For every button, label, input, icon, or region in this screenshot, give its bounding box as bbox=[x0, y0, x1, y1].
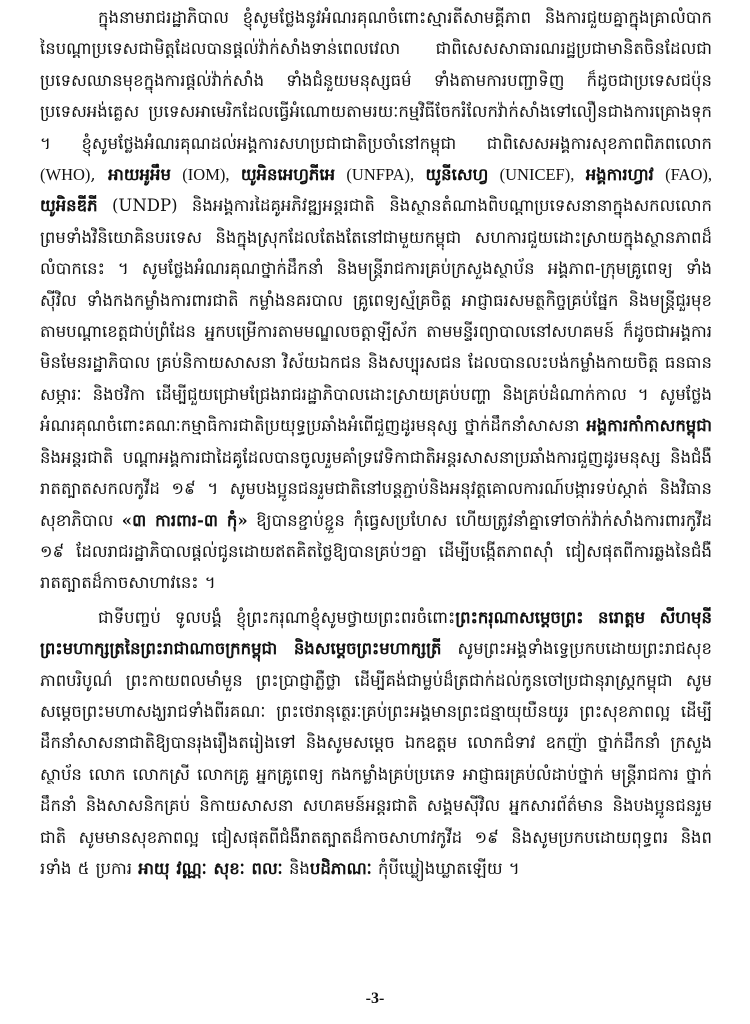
bold-text-segment: អាយុ វណ្ណៈ សុខៈ ពលៈ bbox=[138, 858, 283, 878]
text-segment: និង bbox=[282, 858, 310, 878]
bold-text-segment: យូនីសេហ្វ bbox=[425, 165, 489, 185]
page-number: -3- bbox=[365, 990, 385, 1007]
text-segment: (WHO) bbox=[40, 165, 91, 185]
text-segment: (IOM), bbox=[170, 165, 241, 185]
text-segment: ឱ្យបានខ្ជាប់ខ្ជួន កុំធ្វេសប្រហែស ហើយត្រូវនាំគ្នាទៅចាក់វ៉ាក់សាំងការពារកូវីដ ១៩ ដែលរាជរដ្ឋាភិបាលផ្តល់ជូនដោយឥតគិតថ្លៃឱ្យបានគ្រប់ៗគ្នា ដើម្បីបង្កើតភាពស៊ាំ ជៀសផុតពីការឆ្លងនៃជំងឺរាតត្បាតដ៏កាចសាហាវនេះ ។ bbox=[40, 510, 713, 593]
paragraph-blessings bbox=[40, 602, 712, 885]
text-segment: កុំបីឃ្លៀងឃ្លាតឡើយ ។ bbox=[371, 858, 520, 878]
bold-text-segment: អង្គការហ្វាវ bbox=[585, 165, 654, 185]
paragraph-acknowledgements bbox=[40, 2, 712, 599]
bold-text-segment: យូអិនឌីភី bbox=[40, 196, 98, 216]
text-segment: (UNFPA), bbox=[335, 165, 426, 185]
text-segment: ក្នុងនាមរាជរដ្ឋាភិបាល ខ្ញុំសូមថ្លែងនូវអំណរគុណចំពោះស្មារតីសាមគ្គីភាព និងការជួយគ្នាក្នុងគ្រាលំបាក នៃបណ្តាប្រទេសជាមិត្តដែលបានផ្តល់វ៉ាក់សាំងទាន់ពេលវេលា ជាពិសេសសាធារណរដ្ឋប្រជាមានិតចិនដែលជាប្រទេសឈានមុខក្នុងការផ្តល់វ៉ាក់សាំង ទាំងជំនួយមនុស្សធម៌ ទាំងតាមការបញ្ជាទិញ ក៏ដូចជាប្រទេសជប៉ុន ប្រទេសអង់គ្លេស ប្រទេសអាមេរិកដែលធ្វើអំណោយតាមរយៈកម្មវិធីចែករំលែកវ៉ាក់សាំងទៅលឿនជាងការគ្រោងទុក ។ ខ្ញុំសូមថ្លែងអំណរគុណដល់អង្គការសហប្រជាជាតិប្រចាំនៅកម្ពុជា ជាពិសេសអង្គការសុខភាពពិភពលោក bbox=[40, 8, 712, 153]
bold-text-segment: អាយអូអឹម bbox=[108, 165, 171, 185]
text-segment: ជាទីបញ្ចប់ ទូលបង្គំ ខ្ញុំព្រះករុណាខ្ញុំសូមថ្វាយព្រះពរចំពោះ bbox=[98, 607, 456, 627]
text-segment: សូមព្រះអង្គទាំងទ្វេប្រកបដោយព្រះរាជសុខភាពបរិបូណ៌ ព្រះកាយពលមាំមួន ព្រះប្រាជ្ញាភ្លឺថ្លា ដើម្បីគង់ជាម្លប់ដ៏ត្រជាក់ដល់កូនចៅប្រជានុរាស្ត្រកម្ពុជា សូមសម្ដេចព្រះមហាសង្ឃរាជទាំងពីរគណៈ ព្រះថេរានុត្ថេរៈគ្រប់ព្រះអង្គមានព្រះជន្មាយុយឺនយូរ ព្រះសុខភាពល្អ ដើម្បីដឹកនាំសាសនាជាតិឱ្យបានរុងរឿងតរៀងទៅ និងសូមសម្ដេច ឯកឧត្តម លោកជំទាវ ឧកញ៉ា ថ្នាក់ដឹកនាំ ក្រសួងស្ថាប័ន លោក លោកស្រី លោកគ្រូ អ្នកគ្រូពេទ្យ កងកម្លាំងគ្រប់ប្រភេទ អាជ្ញាធរគ្រប់លំដាប់ថ្នាក់ មន្ត្រីរាជការ ថ្នាក់ដឹកនាំ និងសាសនិកគ្រប់ និកាយសាសនា សហគមន៍អន្តរជាតិ សង្គមស៊ីវិល អ្នកសារព័ត៌មាន និងបងប្អូនជនរួមជាតិ សូមមានសុខភាពល្អ ជៀសផុតពីជំងឺរាតត្បាតដ៏កាចសាហាវកូវីដ ១៩ និងសូមប្រកបដោយពុទ្ធពរ និងពរទាំង ៥ ប្រការ bbox=[40, 639, 712, 878]
bold-text-segment: យូអិនអេហ្វភីអេ bbox=[240, 165, 336, 185]
text-segment: , bbox=[90, 165, 109, 185]
text-segment: (UNICEF), bbox=[488, 165, 586, 185]
bold-text-segment: «៣ ការពារ-៣ កុំ» bbox=[121, 510, 248, 530]
text-segment: (UNDP) និងអង្គការដៃគូអភិវឌ្ឍអន្តរជាតិ និងស្ថានតំណាងពិបណ្តាប្រទេសនានាក្នុងសកលលោក ព្រមទាំងវិនិយោគិនបរទេស និងក្នុងស្រុកដែលតែងតែនៅជាមួយកម្ពុជា សហការជួយដោះស្រាយក្នុងស្ថានភាពដ៏លំបាកនេះ ។ សូមថ្លែងអំណរគុណថ្នាក់ដឹកនាំ និងមន្ត្រីរាជការគ្រប់ក្រសួងស្ថាប័ន អង្គភាព-ក្រុមគ្រូពេទ្យ ទាំងស៊ីវិល ទាំងកងកម្លាំងការពារជាតិ កម្លាំងនគរបាល គ្រូពេទ្យស្ម័គ្រចិត្ត អាជ្ញាធរសមត្ថកិច្ចគ្រប់ផ្នែក និងមន្ត្រីជួរមុខ តាមបណ្តាខេត្តជាប់ព្រំដែន អ្នកបម្រើការតាមមណ្ឌលចត្តាឡីស័ក តាមមន្ទីរព្យាបាលនៅសហគមន៍ ក៏ដូចជាអង្គការមិនមែនរដ្ឋាភិបាល គ្រប់និកាយសាសនា វិស័យឯកជន និងសប្បុរសជន ដែលបានលះបង់កម្លាំងកាយចិត្ត ធនធានសម្ភារៈ និងថវិកា ដើម្បីជួយជ្រោមជ្រែងរាជរដ្ឋាភិបាលដោះស្រាយគ្រប់បញ្ហា និងគ្រប់ដំណាក់កាល ។ សូមថ្លែងអំណរគុណចំពោះគណៈកម្មាធិការជាតិប្រយុទ្ធប្រឆាំងអំពើជួញដូរមនុស្ស ថ្នាក់ដឹកនាំសាសនា bbox=[40, 196, 712, 436]
text-segment: និងអន្តរជាតិ បណ្តាអង្គការជាដៃគូដែលបានចូលរួមគាំទ្រវេទិកាជាតិអន្តរសាសនាប្រឆាំងការជួញដូរមនុស្ស និងជំងឺរាតត្បាតសកលកូវីដ ១៩ ។ សូមបងប្អូនជនរួមជាតិនៅបន្តភ្ជាប់និងអនុវត្តគោលការណ៍បង្ការទប់ស្កាត់ និងវិធានសុខាភិបាល bbox=[40, 447, 712, 530]
bold-text-segment: អង្គការកាំកាសកម្ពុជា bbox=[586, 416, 712, 436]
bold-text-segment: បដិភាណៈ bbox=[309, 858, 372, 878]
text-segment: (FAO), bbox=[653, 165, 713, 185]
bold-text-segment: ព្រះករុណាសម្ដេចព្រះ នរោត្តម សីហមុនី ព្រះមហាក្សត្រនៃព្រះរាជាណាចក្រកម្ពុជា និងសម្ដេចព្រះមហាក្សត្រី bbox=[40, 607, 713, 659]
